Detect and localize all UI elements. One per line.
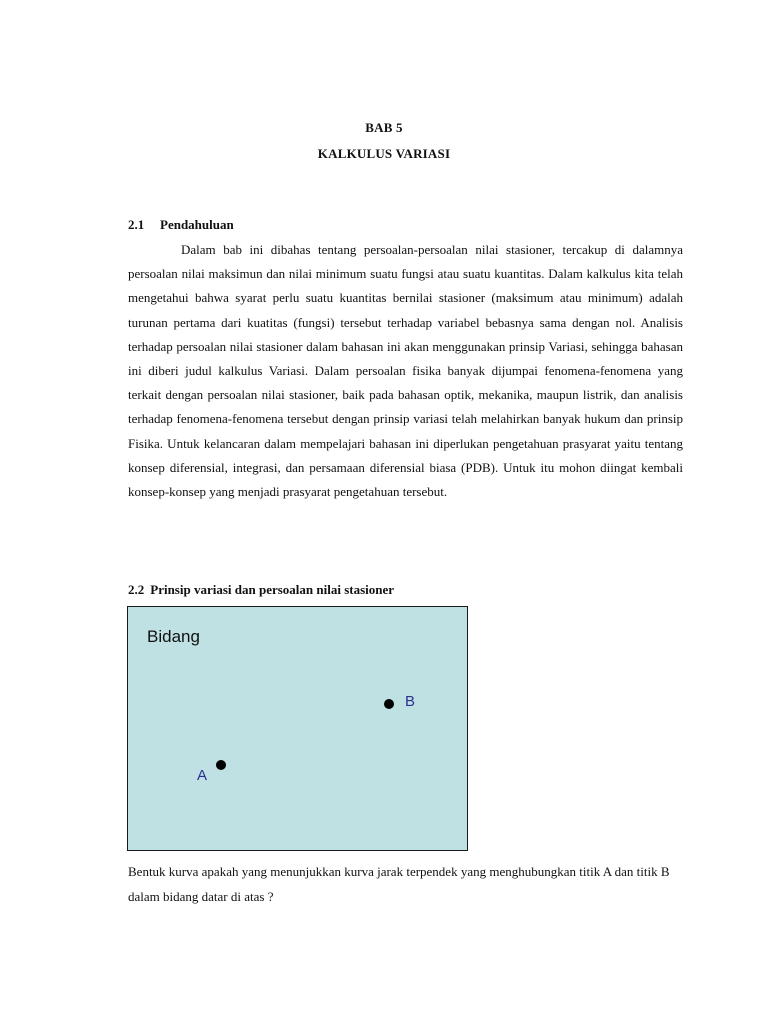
question-text: Bentuk kurva apakah yang menunjukkan kurva jarak terpendek yang menghubungkan titik A dan titik B dalam bidang datar di atas ? xyxy=(128,864,670,904)
section-number: 2.2 xyxy=(128,582,145,597)
section-number: 2.1 xyxy=(128,217,145,232)
intro-paragraph: Dalam bab ini dibahas tentang persoalan-persoalan nilai stasioner, tercakup di dalamnya persoalan nilai maksimun dan nilai minimum suatu fungsi atau suatu kuantitas. Dalam kalkulus kita telah mengetahui bahwa syarat perlu suatu kuantitas bernilai stasioner (maksimum atau minimum) adalah turunan pertama dari kuatitas (fungsi) tersebut terhadap variabel bebasnya sama dengan nol. Analisis terhadap persoalan nilai stasioner dalam bahasan ini akan menggunakan prinsip Variasi, sehingga bahasan ini diberi judul kalkulus Variasi. Dalam persoalan fisika banyak dijumpai fenomena-fenomena yang terkait dengan persoalan nilai stasioner, baik pada bahasan optik, mekanika, maupun listrik, dan analisis terhadap fenomena-fenomena tersebut dengan prinsip variasi telah melahirkan banyak hukum dan prinsip Fisika. Untuk kelancaran dalam mempelajari bahasan ini diperlukan pengetahuan prasyarat yaitu tentang konsep diferensial, integrasi, dan persamaan diferensial biasa (PDB). Untuk itu mohon diingat kembali konsep-konsep yang menjadi prasyarat pengetahuan tersebut. xyxy=(128,242,683,500)
point-b-dot xyxy=(384,699,394,709)
section-heading-prinsip-variasi xyxy=(128,582,394,598)
point-a-label: A xyxy=(197,767,208,784)
chapter-title: KALKULUS VARIASI xyxy=(317,146,451,161)
plane-figure xyxy=(127,606,468,851)
figure-title: Bidang xyxy=(147,627,200,646)
point-b-label: B xyxy=(405,693,416,710)
point-a-dot xyxy=(216,760,226,770)
chapter-number: BAB 5 xyxy=(365,120,403,135)
section-title: Prinsip variasi dan persoalan nilai stasioner xyxy=(150,582,395,597)
section-heading-pendahuluan xyxy=(128,217,234,233)
section-title: Pendahuluan xyxy=(160,217,234,232)
